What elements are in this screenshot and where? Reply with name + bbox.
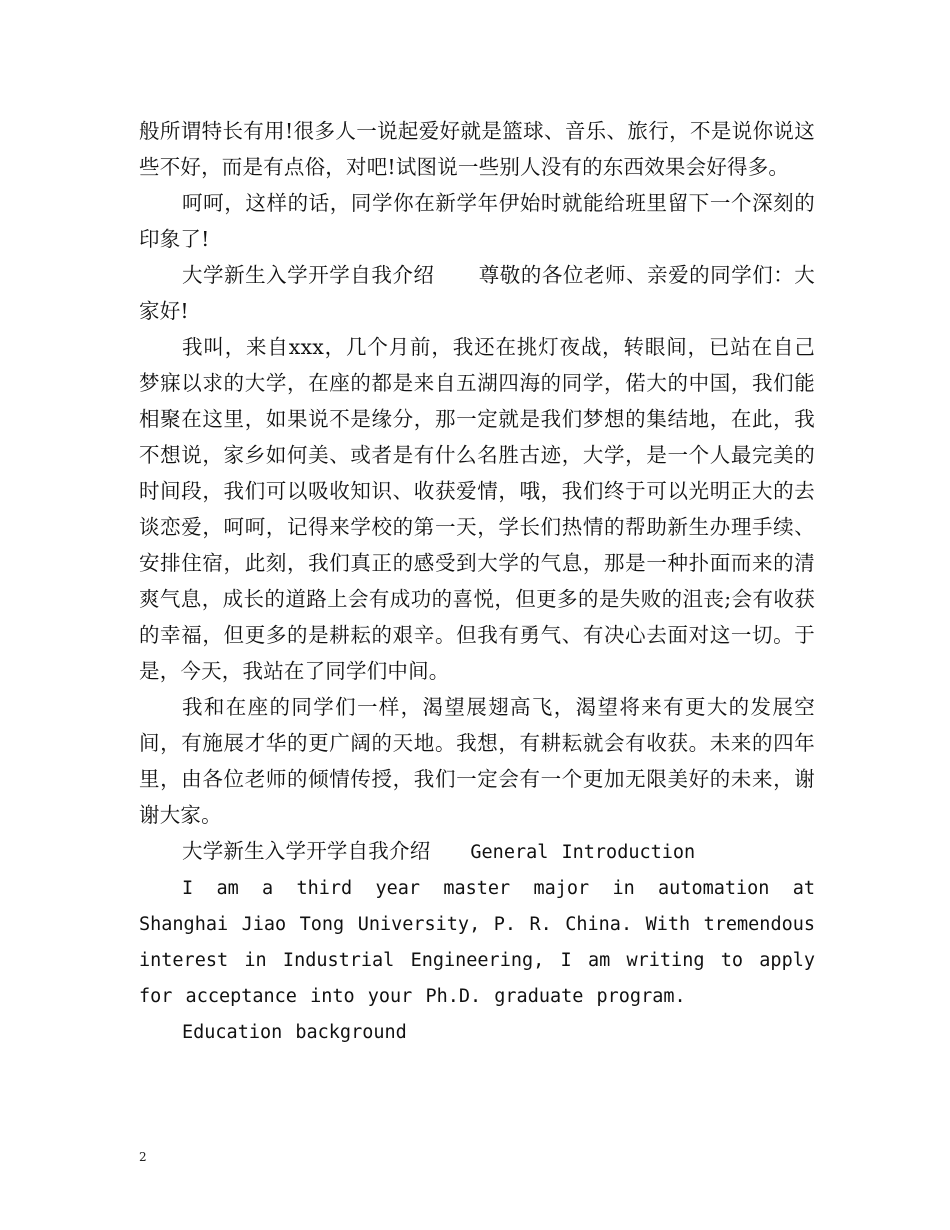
page-number: 2 <box>139 1150 147 1164</box>
paragraph-closing: 我和在座的同学们一样，渴望展翅高飞，渴望将来有更大的发展空间，有施展才华的更广阔的天地。我想，有耕耘就会有收获。未来的四年里，由各位老师的倾情传授，我们一定会有一个更加无限美好的未来，谢谢大家。 <box>139 695 815 827</box>
education-background-heading: Education background <box>182 1022 407 1043</box>
greeting-text: 尊敬的各位老师、亲爱的同学们：大家好! <box>139 263 816 323</box>
paragraph-heading-english <box>139 833 815 871</box>
general-introduction-title: General Introduction <box>470 842 696 863</box>
paragraph-greeting <box>139 257 815 329</box>
section-heading-1: 大学新生入学开学自我介绍 <box>182 263 435 287</box>
paragraph-hobby-advice: 般所谓特长有用!很多人一说起爱好就是篮球、音乐、旅行，不是说你说这些不好，而是有点俗，对吧!试图说一些别人没有的东西效果会好得多。 <box>139 119 815 179</box>
paragraph-self-intro: 我叫，来自xxx，几个月前，我还在挑灯夜战，转眼间，已站在自己梦寐以求的大学，在座的都是来自五湖四海的同学，偌大的中国，我们能相聚在这里，如果说不是缘分，那一定就是我们梦想的集结地，在此，我不想说，家乡如何美、或者是有什么名胜古迹，大学，是一个人最完美的时间段，我们可以吸收知识、收获爱情，哦，我们终于可以光明正大的去谈恋爱，呵呵，记得来学校的第一天，学长们热情的帮助新生办理手续、安排住宿，此刻，我们真正的感受到大学的气息，那是一种扑面而来的清爽气息，成长的道路上会有成功的喜悦，但更多的是失败的沮丧;会有收获的幸福，但更多的是耕耘的艰辛。但我有勇气、有决心去面对这一切。于是，今天，我站在了同学们中间。 <box>139 335 815 683</box>
paragraph-impression: 呵呵，这样的话，同学你在新学年伊始时就能给班里留下一个深刻的印象了! <box>139 191 815 251</box>
document-body <box>139 113 815 1051</box>
paragraph-english-intro: I am a third year master major in automation at Shanghai Jiao Tong University, P. R. China. With tremendous interest in Industrial Engineering, I am writing to apply for acceptance into your Ph.D. graduate program. <box>139 878 815 1007</box>
section-heading-2: 大学新生入学开学自我介绍 <box>182 839 431 863</box>
